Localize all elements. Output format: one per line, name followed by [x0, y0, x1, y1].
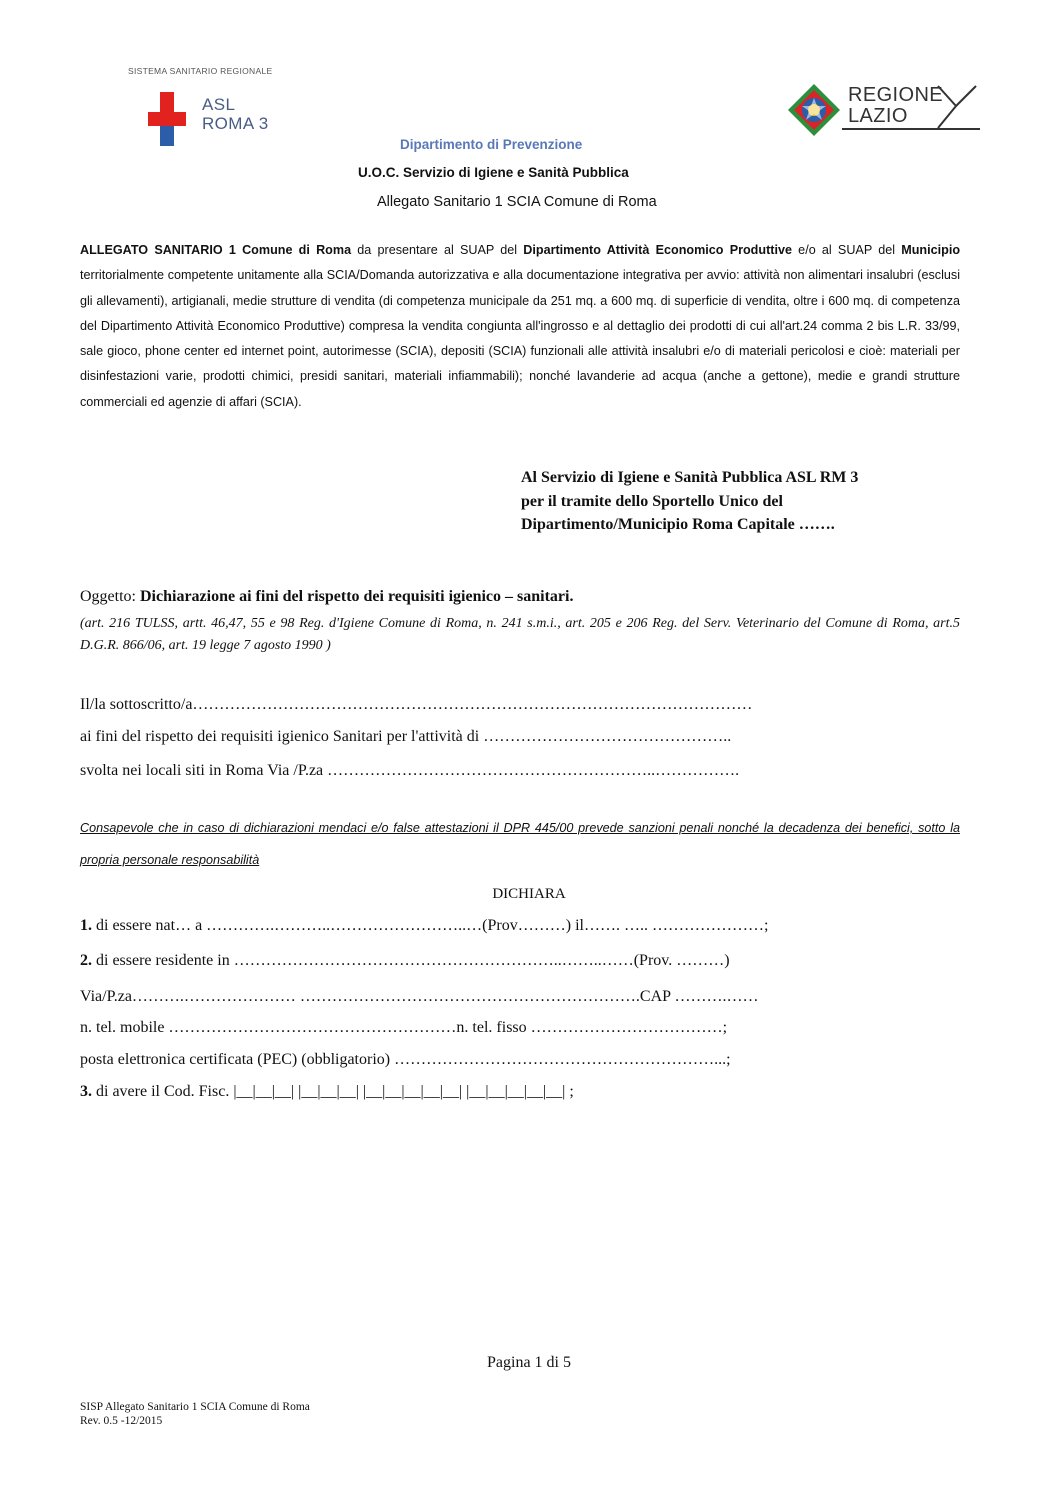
intro-bold-allegato: ALLEGATO SANITARIO 1 Comune di Roma: [80, 243, 352, 257]
lazio-chevron-icon: [936, 84, 978, 130]
field-via-cap[interactable]: Via/P.za……….………………… ……………………………………………………….CAP ……….……: [80, 988, 759, 1005]
legal-references: (art. 216 TULSS, artt. 46,47, 55 e 98 Reg. d'Igiene Comune di Roma, n. 241 s.m.i., art. 205 e 206 Reg. del Serv. Veterinario del Comune di Roma, art.5 D.G.R. 866/06, art. 19 legge 7 agosto 1990 ): [80, 616, 960, 653]
uoc-title: U.O.C. Servizio di Igiene e Sanità Pubblica: [358, 165, 629, 180]
allegato-title: Allegato Sanitario 1 SCIA Comune di Roma: [377, 194, 657, 210]
field-attivita[interactable]: ai fini del rispetto dei requisiti igienico Sanitari per l'attività di ………………………………………..: [80, 728, 732, 745]
intro-paragraph: ALLEGATO SANITARIO 1 Comune di Roma da presentare al SUAP del Dipartimento Attività Economico Produttive e/o al SUAP del Municipio territorialmente competente unitamente alla SCIA/Domanda autorizzativa e alla documentazione integrativa per avvio: attività non alimentari insalubri (esclusi gli allevamenti), artigianali, medie strutture di vendita (di competenza municipale da 251 mq. a 600 mq. di superficie di vendita, oltre i 600 mq. di competenza del Dipartimento Attività Economico Produttive) compresa la vendita congiunta all'ingrosso e al dettaglio dei prodotti di cui all'art.24 comma 2 bis L.R. 33/99, sale gioco, phone center ed internet point, autorimesse (SCIA), depositi (SCIA) funzionali alle attività insalubri e/o di materiali pericolosi e cioè: materiali per disinfestazioni varie, prodotti chimici, presidi sanitari, materiali infiammabili); nonché lavanderie ad acqua (anche a gettone), medie e grandi strutture commerciali ed agenzie di affari (SCIA).: [80, 243, 961, 409]
regione-lazio-logo: [786, 82, 976, 140]
department-title: Dipartimento di Prevenzione: [400, 137, 583, 152]
asl-system-text: SISTEMA SANITARIO REGIONALE: [128, 66, 273, 76]
page-number: Pagina 1 di 5: [487, 1354, 571, 1371]
consapevole-statement: Consapevole che in caso di dichiarazioni mendaci e/o false attestazioni il DPR 445/00 prevede sanzioni penali nonché la decadenza dei benefici, sotto la propria personale responsabilità: [80, 821, 960, 867]
intro-bold-dipartimento: Dipartimento Attività Economico Produttive: [523, 243, 792, 257]
field-locali[interactable]: svolta nei locali siti in Roma Via /P.za ……………………………………………………..…………….: [80, 762, 740, 779]
intro-bold-municipio: Municipio: [901, 243, 961, 257]
blue-cross-segment: [160, 126, 174, 146]
field-codice-fiscale[interactable]: 3. di avere il Cod. Fisc. |__|__|__| |__|__|__| |__|__|__|__|__| |__|__|__|__|__| ;: [80, 1083, 574, 1100]
oggetto-label: Oggetto:: [80, 588, 140, 605]
asl-name: ASL ROMA 3: [202, 95, 269, 133]
red-cross-bar: [148, 112, 186, 126]
lazio-wordmark: REGIONE LAZIO: [848, 84, 944, 127]
field-nascita[interactable]: 1. di essere nat… a ………….………..……………………..…(Prov………) il……. ….. …………………;: [80, 917, 769, 934]
field-residenza[interactable]: 2. di essere residente in ……………………………………………………..……..……(Prov. ………): [80, 952, 730, 969]
oggetto-title: Dichiarazione ai fini del rispetto dei requisiti igienico – sanitari.: [140, 588, 574, 605]
oggetto-line: [80, 588, 573, 606]
lazio-emblem-icon: [786, 82, 842, 138]
field-sottoscritto[interactable]: Il/la sottoscritto/a……………………………………………………………………………………………: [80, 696, 753, 713]
recipient-block: Al Servizio di Igiene e Sanità Pubblica ASL RM 3 per il tramite dello Sportello Unico del Dipartimento/Municipio Roma Capitale …….: [521, 469, 859, 533]
field-pec[interactable]: posta elettronica certificata (PEC) (obbligatorio) ……………………………………………………...;: [80, 1051, 731, 1068]
document-footer: SISP Allegato Sanitario 1 SCIA Comune di Roma Rev. 0.5 -12/2015: [80, 1401, 310, 1427]
asl-roma3-logo: [112, 48, 322, 148]
dichiara-heading: DICHIARA: [492, 886, 566, 902]
field-telefono[interactable]: n. tel. mobile ………………………………………………n. tel. fisso ………………………………;: [80, 1019, 728, 1036]
